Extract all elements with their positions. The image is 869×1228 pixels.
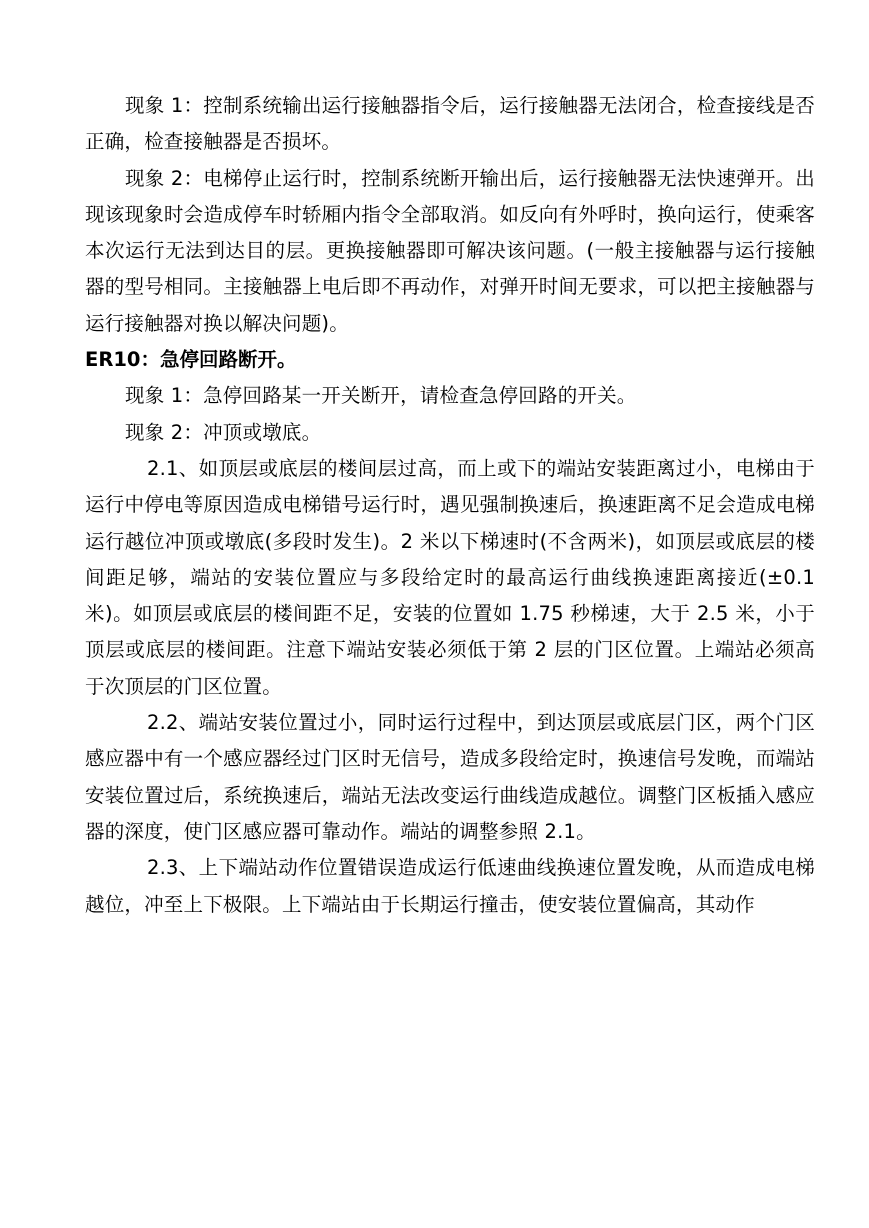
paragraph-er10-phenomenon-1: 现象 1：急停回路某一开关断开，请检查急停回路的开关。 bbox=[125, 384, 637, 408]
paragraph-er10-phenomenon-2: 现象 2：冲顶或墩底。 bbox=[125, 420, 322, 444]
paragraph-item-2-3: 2.3、上下端站动作位置错误造成运行低速曲线换速位置发晚，从而造成电梯越位，冲至上下极限。上下端站由于长期运行撞击，使安装位置偏高，其动作 bbox=[85, 856, 815, 916]
paragraph-item-2-2: 2.2、端站安装位置过小，同时运行过程中，到达顶层或底层门区，两个门区感应器中有一个感应器经过门区时无信号，造成多段给定时，换速信号发晚，而端站安装位置过后，系统换速后，端站无法改变运行曲线造成越位。调整门区板插入感应器的深度，使门区感应器可靠动作。端站的调整参照 2.1。 bbox=[85, 711, 815, 843]
section-heading-er10: ER10：急停回路断开。 bbox=[85, 348, 297, 372]
paragraph-item-2-1: 2.1、如顶层或底层的楼间层过高，而上或下的端站安装距离过小，电梯由于运行中停电等原因造成电梯错号运行时，遇见强制换速后，换速距离不足会造成电梯运行越位冲顶或墩底(多段时发生)。2 米以下梯速时(不含两米)，如顶层或底层的楼间距足够，端站的安装位置应与多段给定时的最高运行曲线换速距离接近(±0.1 米)。如顶层或底层的楼间距不足，安装的位置如 1.75 秒梯速，大于 2.5 米，小于顶层或底层的楼间距。注意下端站安装必须低于第 2 层的门区位置。上端站必须高于次顶层的门区位置。 bbox=[85, 456, 815, 698]
document-page bbox=[85, 88, 815, 923]
paragraph-phenomenon-1-contactor: 现象 1：控制系统输出运行接触器指令后，运行接触器无法闭合，检查接线是否正确，检查接触器是否损坏。 bbox=[85, 94, 815, 154]
paragraph-phenomenon-2-contactor: 现象 2：电梯停止运行时，控制系统断开输出后，运行接触器无法快速弹开。出现该现象时会造成停车时轿厢内指令全部取消。如反向有外呼时，换向运行，使乘客本次运行无法到达目的层。更换接触器即可解决该问题。(一般主接触器与运行接触器的型号相同。主接触器上电后即不再动作，对弹开时间无要求，可以把主接触器与运行接触器对换以解决问题)。 bbox=[85, 166, 815, 335]
